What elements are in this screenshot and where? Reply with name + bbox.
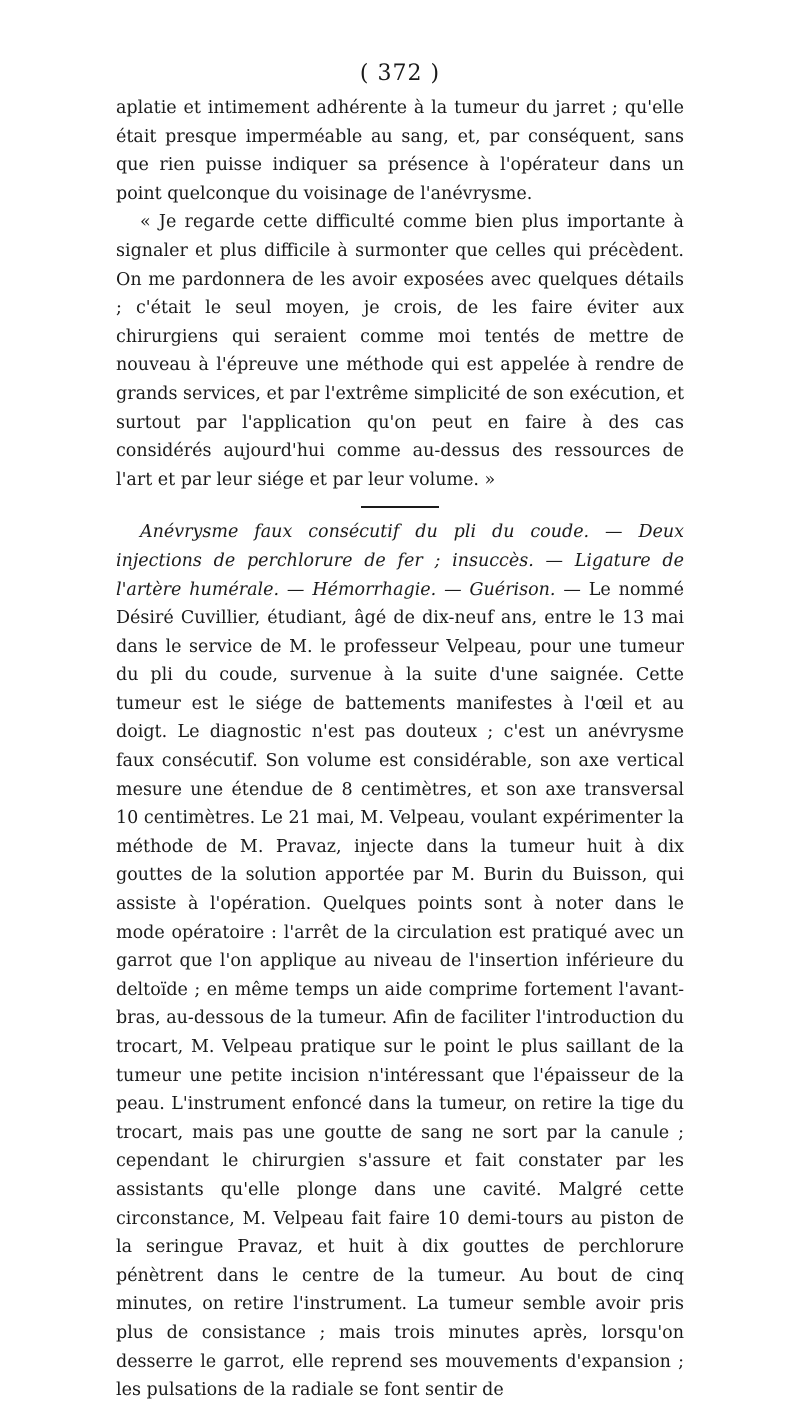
case-body: — Le nommé Désiré Cuvillier, étudiant, âgé de dix-neuf ans, entre le 13 mai dans le service de M. le professeur Velpeau, pour une tumeur du pli du coude, survenue à la suite d'une saignée. Cette tumeur est le siége de battements manifestes à l'œil et au doigt. Le diagnostic n'est pas douteux ; c'est un anévrysme faux consécutif. Son volume est considérable, son axe vertical mesure une étendue de 8 centimètres, et son axe transversal 10 centimètres. Le 21 mai, M. Velpeau, voulant expérimenter la méthode de M. Pravaz, injecte dans la tumeur huit à dix gouttes de la solution apportée par M. Burin du Buisson, qui assiste à l'opération. Quelques points sont à noter dans le mode opératoire : l'arrêt de la circulation est pratiqué avec un garrot que l'on applique au niveau de l'insertion inférieure du deltoïde ; en même temps un aide comprime fortement l'avant-bras, au-dessous de la tumeur. Afin de faciliter l'introduction du trocart, M. Velpeau pratique sur le point le plus saillant de la tumeur une petite incision n'intéressant que l'épaisseur de la peau. L'instrument enfoncé dans la tumeur, on retire la tige du trocart, mais pas une goutte de sang ne sort par la canule ; cependant le chirurgien s'assure et fait constater par les assistants qu'elle plonge dans une cavité. Malgré cette circonstance, M. Velpeau fait faire 10 demi-tours au piston de la seringue Pravaz, et huit à dix gouttes de perchlorure pénètrent dans le centre de la tumeur. Au bout de cinq minutes, on retire l'instrument. La tumeur semble avoir pris plus de consistance ; mais trois minutes après, lorsqu'on desserre le garrot, elle reprend ses mouvements d'expansion ; les pulsations de la radiale se font sentir de	[116, 579, 684, 1401]
section-divider	[361, 506, 439, 508]
paragraph-quote: « Je regarde cette difficulté comme bien plus importante à signaler et plus difficile à surmonter que celles qui précèdent. On me pardonnera de les avoir exposées avec quelques détails ; c'était le seul moyen, je crois, de les faire éviter aux chirurgiens qui seraient comme moi tentés de mettre de nouveau à l'épreuve une méthode qui est appelée à rendre de grands services, et par l'extrême simplicité de son exécution, et surtout par l'application qu'on peut en faire à des cas considérés aujourd'hui comme au-dessus des ressources de l'art et par leur siége et par leur volume. »	[116, 212, 684, 490]
paragraph-continuation: aplatie et intimement adhérente à la tumeur du jarret ; qu'elle était presque imperméable au sang, et, par conséquent, sans que rien puisse indiquer sa présence à l'opérateur dans un point quelconque du voisinage de l'anévrysme.	[116, 98, 684, 204]
case-paragraph	[116, 518, 684, 1404]
book-page	[116, 60, 684, 1405]
case-heading: Anévrysme faux consécutif du pli du coude. — Deux injections de perchlorure de fer ; insuccès. — Ligature de l'artère humérale. — Hémorrhagie. — Guérison.	[116, 522, 684, 600]
page-number: ( 372 )	[359, 61, 441, 86]
